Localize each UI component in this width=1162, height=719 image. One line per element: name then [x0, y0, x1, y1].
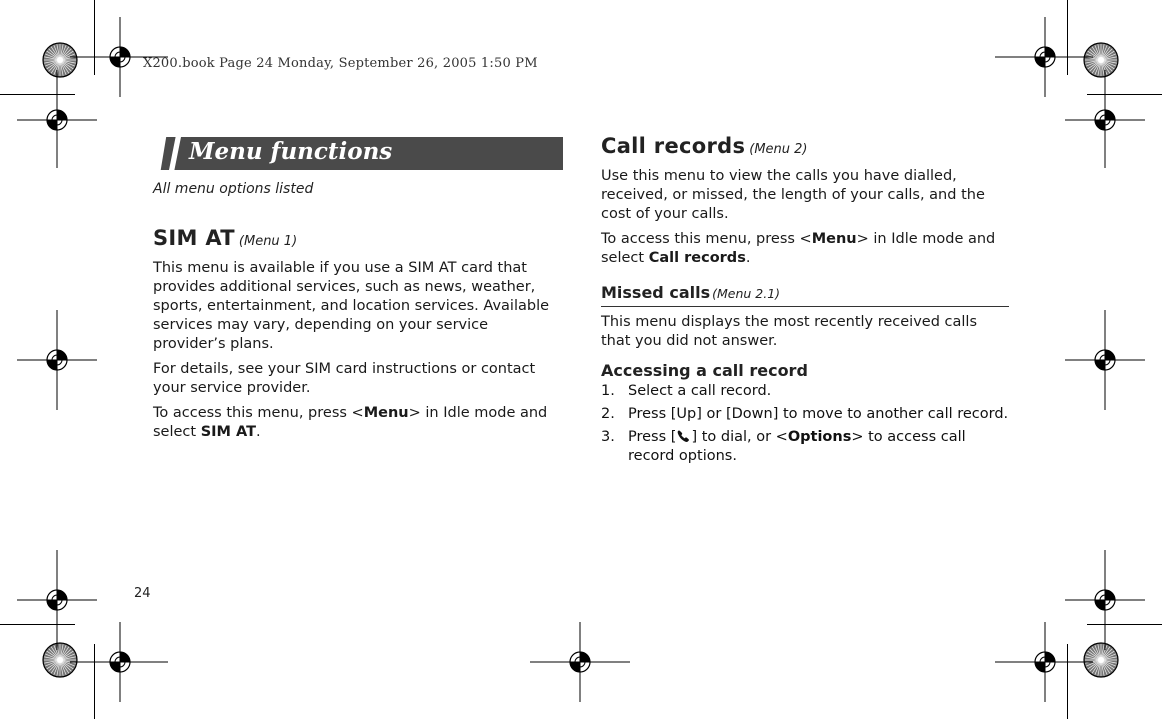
call-records-paragraph-2: To access this menu, press <Menu> in Idle mode and select Call records. — [601, 231, 996, 266]
list-item: 3. Press [ ] to dial, or <Options> to access call record options. — [601, 429, 966, 464]
call-records-title: Call records — [601, 134, 746, 158]
left-column — [153, 137, 563, 442]
missed-calls-heading — [601, 283, 1009, 307]
missed-calls-paragraph: This menu displays the most recently received calls that you did not answer. — [601, 314, 977, 349]
call-records-paragraph-1: Use this menu to view the calls you have dialled, received, or missed, the length of your calls, and the cost of your calls. — [601, 168, 985, 222]
sim-at-paragraph-1: This menu is available if you use a SIM AT card that provides additional services, such as news, weather, sports, entertainment, and location services. Available services may vary, depending on your service provider’s plans. — [153, 260, 550, 352]
call-records-menu-ref: (Menu 2) — [749, 142, 808, 157]
call-records-heading — [601, 134, 1009, 158]
list-item: 2. Press [Up] or [Down] to move to another call record. — [601, 406, 1009, 422]
options-key: Options — [787, 429, 852, 445]
send-call-icon — [676, 428, 691, 443]
sim-at-title: SIM AT — [153, 226, 235, 250]
section-subtitle: All menu options listed — [153, 181, 314, 197]
sim-at-target: SIM AT — [200, 424, 257, 440]
sim-at-menu-ref: (Menu 1) — [238, 234, 298, 249]
missed-calls-title: Missed calls — [601, 283, 711, 302]
call-records-target: Call records — [648, 250, 746, 266]
sim-at-heading — [153, 226, 563, 250]
print-header: X200.book Page 24 Monday, September 26, 2005 1:50 PM — [143, 56, 538, 71]
page-number: 24 — [134, 586, 151, 601]
steps-list — [601, 382, 1009, 466]
menu-key: Menu — [811, 231, 857, 247]
right-column — [601, 134, 1009, 470]
section-banner — [153, 137, 563, 170]
list-item: 1. Select a call record. — [601, 383, 772, 399]
accessing-call-record-heading: Accessing a call record — [601, 361, 808, 380]
menu-key: Menu — [363, 405, 409, 421]
missed-calls-menu-ref: (Menu 2.1) — [712, 286, 781, 301]
sim-at-paragraph-3: To access this menu, press <Menu> in Idle mode and select SIM AT. — [153, 405, 548, 440]
sim-at-paragraph-2: For details, see your SIM card instructions or contact your service provider. — [153, 361, 536, 396]
section-title: Menu functions — [189, 138, 393, 165]
